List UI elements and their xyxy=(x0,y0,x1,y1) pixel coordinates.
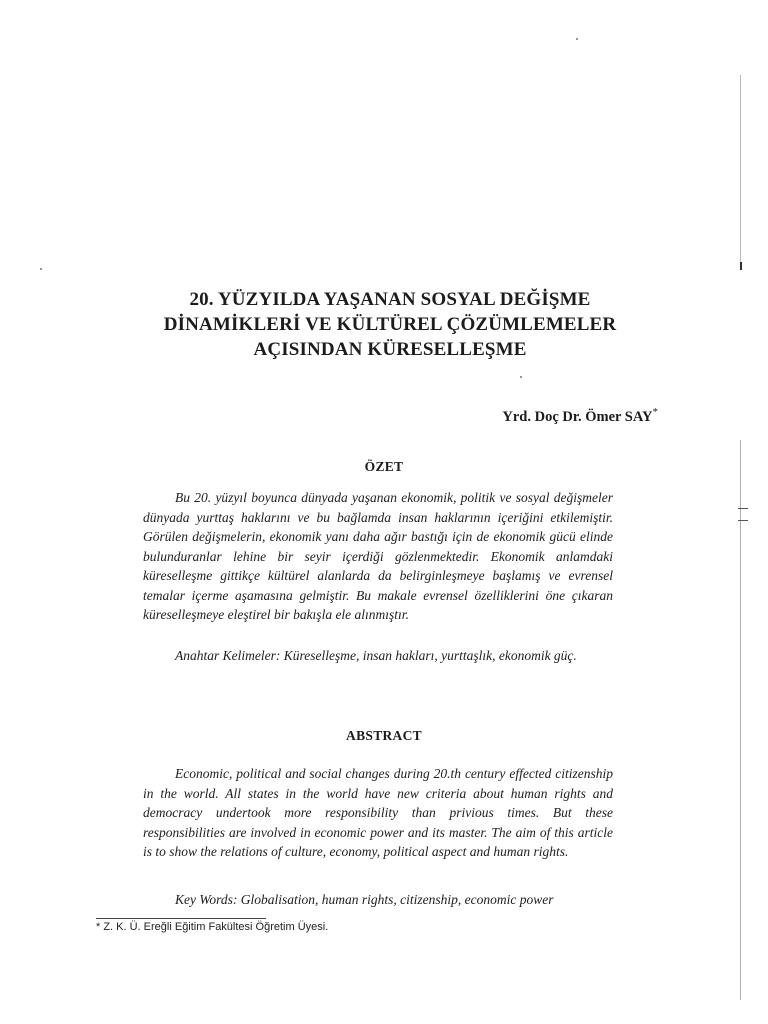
scan-edge-tick xyxy=(738,508,748,509)
footnote-marker: * xyxy=(652,406,658,419)
footnote: * Z. K. Ü. Ereğli Eğitim Fakültesi Öğretim Üyesi. xyxy=(96,921,329,933)
author-line xyxy=(502,406,658,426)
title-line: 20. YÜZYILDA YAŞANAN SOSYAL DEĞİŞME xyxy=(189,289,591,310)
scan-edge-line xyxy=(740,440,741,1000)
scan-speck xyxy=(520,376,522,378)
footnote-divider xyxy=(96,918,266,919)
scan-edge-tick xyxy=(738,520,748,521)
scan-edge-line xyxy=(740,75,741,265)
scan-edge-mark xyxy=(740,262,742,270)
title-line: DİNAMİKLERİ VE KÜLTÜREL ÇÖZÜMLEMELER xyxy=(163,314,617,335)
ozet-paragraph: Bu 20. yüzyıl boyunca dünyada yaşanan ekonomik, politik ve sosyal değişmeler dünyada yurttaş haklarını ve bu bağlamda insan haklarının içeriğini etkilemiştir. Görülen değişmelerin, ekonomik yanı daha ağır bastığı için de ekonomik gücü elinde bulunduranlar lehine bir seyir içerdiği gözlenmektedir. Ekonomik anlamdaki küreselleşme gittikçe kültürel alanlarda da belirginleşmeye başlamış ve evrensel temalar içerme aşamasına gelmiştir. Bu makale evrensel özelliklerini öne çıkaran küreselleşmeye eleştirel bir bakışla ele alınmıştır. xyxy=(143,490,613,622)
scan-speck xyxy=(40,268,42,270)
scan-speck xyxy=(576,38,578,40)
paper-title xyxy=(110,287,670,362)
ozet-heading: ÖZET xyxy=(364,459,404,474)
author-name: Yrd. Doç Dr. Ömer SAY xyxy=(502,409,653,425)
abstract-paragraph: Economic, political and social changes during 20.th century effected citizenship in the world. All states in the world have new criteria about human rights and democracy undertook more responsibility than privious times. But these responsibilities are involved in economic power and its master. The aim of this article is to show the relations of culture, economy, political aspect and human rights. xyxy=(143,766,613,859)
abstract-heading: ABSTRACT xyxy=(346,728,422,743)
keywords-en: Key Words: Globalisation, human rights, citizenship, economic power xyxy=(175,892,554,907)
title-line: AÇISINDAN KÜRESELLEŞME xyxy=(253,339,527,360)
keywords-tr: Anahtar Kelimeler: Küreselleşme, insan hakları, yurttaşlık, ekonomik güç. xyxy=(175,648,577,663)
